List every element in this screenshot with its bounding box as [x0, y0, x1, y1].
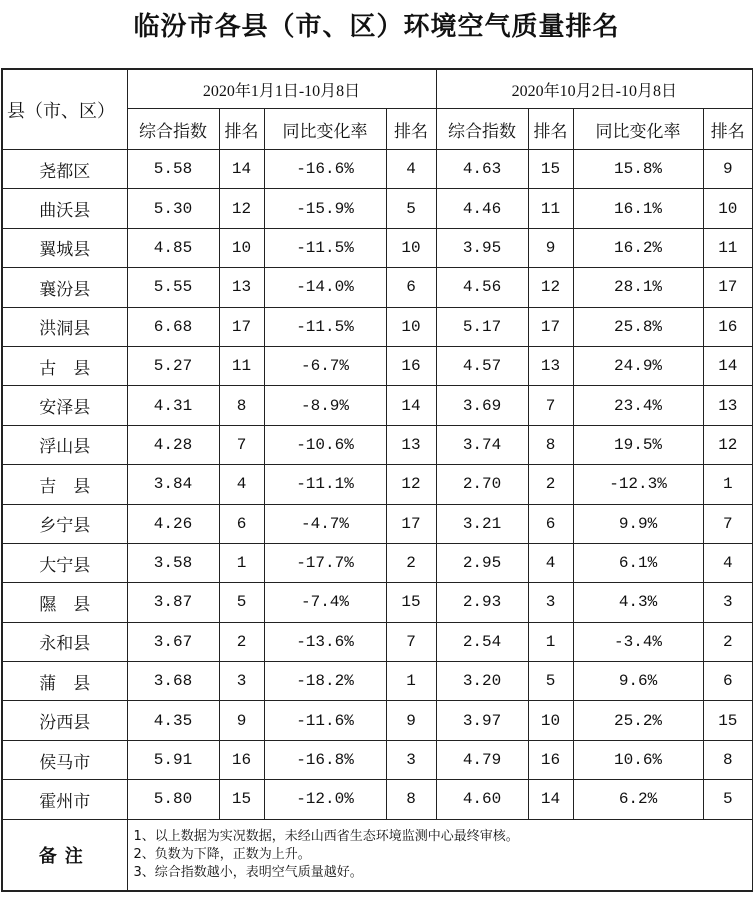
p1-change-cell: -11.5%	[264, 307, 386, 346]
p1-index-cell: 4.26	[127, 504, 219, 543]
p1-index-cell: 5.55	[127, 268, 219, 307]
p1-change-rank-cell: 5	[386, 189, 436, 228]
p1-change-cell: -7.4%	[264, 583, 386, 622]
p2-change-rank-cell: 2	[703, 622, 753, 661]
p2-change-cell: 23.4%	[573, 386, 703, 425]
p2-change-cell: 6.1%	[573, 543, 703, 582]
p2-rank-cell: 5	[528, 662, 573, 701]
p2-change-rank-cell: 11	[703, 228, 753, 267]
table-row	[2, 504, 753, 543]
p1-index-cell: 4.31	[127, 386, 219, 425]
p1-index-cell: 5.30	[127, 189, 219, 228]
county-name-cell: 古 县	[2, 346, 127, 385]
p1-rank-header: 排名	[219, 109, 264, 150]
p1-change-rank-cell: 6	[386, 268, 436, 307]
p1-rank-cell: 5	[219, 583, 264, 622]
p2-rank-cell: 8	[528, 425, 573, 464]
p1-index-cell: 4.35	[127, 701, 219, 740]
table-row	[2, 740, 753, 779]
county-name-cell: 汾西县	[2, 701, 127, 740]
table-body	[2, 150, 753, 820]
p2-change-rank-cell: 15	[703, 701, 753, 740]
p1-index-cell: 5.91	[127, 740, 219, 779]
county-name-cell: 翼城县	[2, 228, 127, 267]
p2-index-cell: 2.95	[436, 543, 528, 582]
p2-index-header: 综合指数	[436, 109, 528, 150]
p1-change-rank-cell: 2	[386, 543, 436, 582]
p1-change-rank-cell: 9	[386, 701, 436, 740]
p2-change-header: 同比变化率	[573, 109, 703, 150]
page-title: 临汾市各县（市、区）环境空气质量排名	[133, 12, 620, 42]
p1-change-rank-header: 排名	[386, 109, 436, 150]
p2-change-cell: 15.8%	[573, 150, 703, 189]
p1-change-cell: -10.6%	[264, 425, 386, 464]
table-row	[2, 150, 753, 189]
p1-change-cell: -11.6%	[264, 701, 386, 740]
p2-index-cell: 3.95	[436, 228, 528, 267]
county-name-cell: 霍州市	[2, 780, 127, 819]
county-name-cell: 洪洞县	[2, 307, 127, 346]
p1-change-rank-cell: 3	[386, 740, 436, 779]
p1-rank-cell: 4	[219, 465, 264, 504]
p2-change-rank-cell: 4	[703, 543, 753, 582]
p1-rank-cell: 13	[219, 268, 264, 307]
p2-rank-cell: 12	[528, 268, 573, 307]
air-quality-ranking-table	[1, 68, 753, 892]
p1-change-cell: -12.0%	[264, 780, 386, 819]
p2-change-cell: 24.9%	[573, 346, 703, 385]
county-name-cell: 尧都区	[2, 150, 127, 189]
p2-change-cell: 9.6%	[573, 662, 703, 701]
p1-rank-cell: 11	[219, 346, 264, 385]
table-row	[2, 543, 753, 582]
p1-change-cell: -15.9%	[264, 189, 386, 228]
p2-index-cell: 4.57	[436, 346, 528, 385]
p2-change-cell: -3.4%	[573, 622, 703, 661]
p2-rank-cell: 4	[528, 543, 573, 582]
p2-change-rank-header: 排名	[703, 109, 753, 150]
p2-change-cell: 28.1%	[573, 268, 703, 307]
p2-change-rank-cell: 13	[703, 386, 753, 425]
p2-change-cell: 10.6%	[573, 740, 703, 779]
p2-rank-cell: 2	[528, 465, 573, 504]
county-name-cell: 永和县	[2, 622, 127, 661]
p1-index-cell: 3.58	[127, 543, 219, 582]
p2-index-cell: 3.97	[436, 701, 528, 740]
p1-change-cell: -16.6%	[264, 150, 386, 189]
county-name-cell: 安泽县	[2, 386, 127, 425]
county-name-cell: 大宁县	[2, 543, 127, 582]
p1-rank-cell: 2	[219, 622, 264, 661]
p2-change-cell: 19.5%	[573, 425, 703, 464]
p2-change-cell: 6.2%	[573, 780, 703, 819]
table-row	[2, 189, 753, 228]
p2-change-rank-cell: 14	[703, 346, 753, 385]
p1-change-rank-cell: 1	[386, 662, 436, 701]
p2-index-cell: 5.17	[436, 307, 528, 346]
p2-change-cell: 16.2%	[573, 228, 703, 267]
p1-index-cell: 6.68	[127, 307, 219, 346]
p2-rank-cell: 3	[528, 583, 573, 622]
p2-rank-cell: 10	[528, 701, 573, 740]
p1-rank-cell: 16	[219, 740, 264, 779]
county-name-cell: 侯马市	[2, 740, 127, 779]
table-row	[2, 268, 753, 307]
table-row	[2, 425, 753, 464]
p1-index-cell: 3.87	[127, 583, 219, 622]
p1-index-cell: 4.85	[127, 228, 219, 267]
p2-change-cell: -12.3%	[573, 465, 703, 504]
p1-change-rank-cell: 10	[386, 307, 436, 346]
p1-change-cell: -17.7%	[264, 543, 386, 582]
p2-change-rank-cell: 10	[703, 189, 753, 228]
p2-change-rank-cell: 3	[703, 583, 753, 622]
p1-change-cell: -14.0%	[264, 268, 386, 307]
p2-change-rank-cell: 6	[703, 662, 753, 701]
p2-change-rank-cell: 9	[703, 150, 753, 189]
p2-index-cell: 2.70	[436, 465, 528, 504]
p1-rank-cell: 8	[219, 386, 264, 425]
p1-rank-cell: 7	[219, 425, 264, 464]
p1-index-cell: 5.58	[127, 150, 219, 189]
p2-index-cell: 3.20	[436, 662, 528, 701]
p1-rank-cell: 17	[219, 307, 264, 346]
county-column-header: 县（市、区）	[2, 69, 127, 150]
table-row	[2, 346, 753, 385]
table-row	[2, 583, 753, 622]
p1-index-cell: 3.67	[127, 622, 219, 661]
p2-index-cell: 4.63	[436, 150, 528, 189]
p2-change-rank-cell: 12	[703, 425, 753, 464]
p2-change-rank-cell: 17	[703, 268, 753, 307]
table-row	[2, 465, 753, 504]
p1-change-cell: -16.8%	[264, 740, 386, 779]
county-name-cell: 乡宁县	[2, 504, 127, 543]
p2-rank-cell: 17	[528, 307, 573, 346]
p2-rank-cell: 1	[528, 622, 573, 661]
p2-rank-header: 排名	[528, 109, 573, 150]
p2-index-cell: 3.21	[436, 504, 528, 543]
p2-change-rank-cell: 8	[703, 740, 753, 779]
p1-change-cell: -13.6%	[264, 622, 386, 661]
p2-change-rank-cell: 16	[703, 307, 753, 346]
county-name-cell: 襄汾县	[2, 268, 127, 307]
p1-rank-cell: 15	[219, 780, 264, 819]
period1-header: 2020年1月1日-10月8日	[127, 69, 436, 109]
p1-index-cell: 5.27	[127, 346, 219, 385]
p2-change-cell: 9.9%	[573, 504, 703, 543]
p2-index-cell: 4.46	[436, 189, 528, 228]
p1-change-cell: -8.9%	[264, 386, 386, 425]
p1-rank-cell: 9	[219, 701, 264, 740]
p2-rank-cell: 11	[528, 189, 573, 228]
county-name-cell: 浮山县	[2, 425, 127, 464]
p2-rank-cell: 6	[528, 504, 573, 543]
table-row	[2, 662, 753, 701]
p2-rank-cell: 9	[528, 228, 573, 267]
p1-change-rank-cell: 13	[386, 425, 436, 464]
p1-index-cell: 3.68	[127, 662, 219, 701]
p1-change-rank-cell: 10	[386, 228, 436, 267]
table-row	[2, 701, 753, 740]
p2-index-cell: 4.79	[436, 740, 528, 779]
table-row	[2, 780, 753, 819]
p2-index-cell: 2.54	[436, 622, 528, 661]
table-row	[2, 622, 753, 661]
p1-change-rank-cell: 12	[386, 465, 436, 504]
notes-label: 备注	[2, 819, 127, 891]
note-line: 3、综合指数越小，表明空气质量越好。	[133, 864, 363, 880]
p2-change-cell: 25.2%	[573, 701, 703, 740]
p2-change-cell: 4.3%	[573, 583, 703, 622]
p2-rank-cell: 16	[528, 740, 573, 779]
p2-change-cell: 16.1%	[573, 189, 703, 228]
p1-change-rank-cell: 17	[386, 504, 436, 543]
p2-change-rank-cell: 5	[703, 780, 753, 819]
p1-change-rank-cell: 7	[386, 622, 436, 661]
note-line: 1、以上数据为实况数据，未经山西省生态环境监测中心最终审核。	[133, 828, 519, 844]
p2-rank-cell: 15	[528, 150, 573, 189]
p1-change-cell: -6.7%	[264, 346, 386, 385]
p1-change-rank-cell: 16	[386, 346, 436, 385]
p2-index-cell: 2.93	[436, 583, 528, 622]
p1-change-rank-cell: 15	[386, 583, 436, 622]
county-name-cell: 吉 县	[2, 465, 127, 504]
p1-change-cell: -4.7%	[264, 504, 386, 543]
p1-index-cell: 3.84	[127, 465, 219, 504]
period2-header: 2020年10月2日-10月8日	[436, 69, 753, 109]
p2-change-rank-cell: 7	[703, 504, 753, 543]
p2-index-cell: 3.69	[436, 386, 528, 425]
note-line: 2、负数为下降，正数为上升。	[133, 846, 311, 862]
p1-rank-cell: 14	[219, 150, 264, 189]
p1-change-cell: -11.5%	[264, 228, 386, 267]
table-row	[2, 228, 753, 267]
p1-change-cell: -18.2%	[264, 662, 386, 701]
p1-rank-cell: 3	[219, 662, 264, 701]
p1-index-header: 综合指数	[127, 109, 219, 150]
county-name-cell: 隰 县	[2, 583, 127, 622]
p1-rank-cell: 10	[219, 228, 264, 267]
p1-rank-cell: 1	[219, 543, 264, 582]
p2-index-cell: 4.56	[436, 268, 528, 307]
p2-change-rank-cell: 1	[703, 465, 753, 504]
p2-change-cell: 25.8%	[573, 307, 703, 346]
p2-index-cell: 4.60	[436, 780, 528, 819]
table-row	[2, 307, 753, 346]
p1-change-rank-cell: 14	[386, 386, 436, 425]
p2-rank-cell: 7	[528, 386, 573, 425]
p1-rank-cell: 12	[219, 189, 264, 228]
p2-rank-cell: 13	[528, 346, 573, 385]
p1-index-cell: 5.80	[127, 780, 219, 819]
county-name-cell: 曲沃县	[2, 189, 127, 228]
p1-change-rank-cell: 8	[386, 780, 436, 819]
p2-index-cell: 3.74	[436, 425, 528, 464]
p2-rank-cell: 14	[528, 780, 573, 819]
p1-index-cell: 4.28	[127, 425, 219, 464]
p1-change-rank-cell: 4	[386, 150, 436, 189]
notes-text	[127, 819, 753, 891]
p1-rank-cell: 6	[219, 504, 264, 543]
p1-change-header: 同比变化率	[264, 109, 386, 150]
table-row	[2, 386, 753, 425]
county-name-cell: 蒲 县	[2, 662, 127, 701]
p1-change-cell: -11.1%	[264, 465, 386, 504]
